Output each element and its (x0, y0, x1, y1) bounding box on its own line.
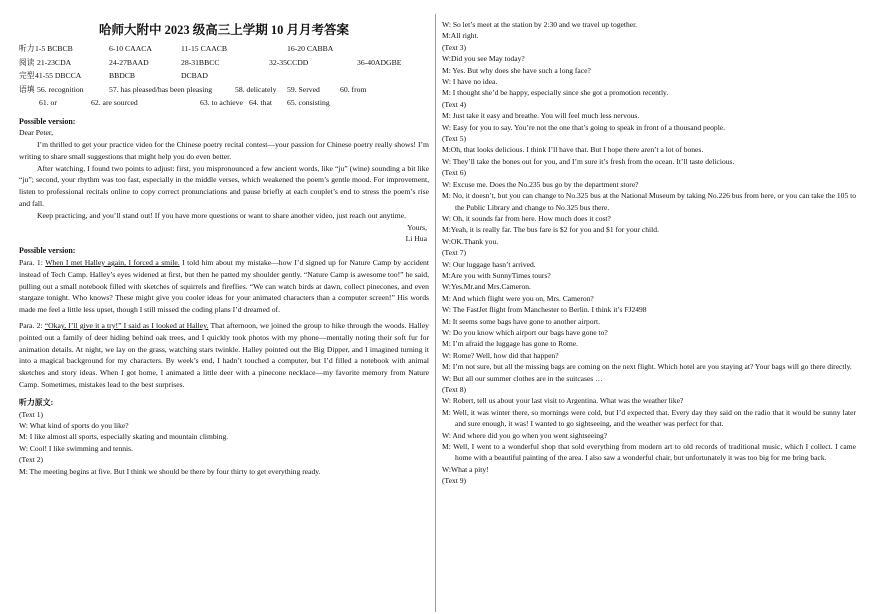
dialogue-line: W: Robert, tell us about your last visit to Argentina. What was the weather like? (442, 396, 684, 406)
dialogue-line: M:Yeah, it is really far. The bus fare is $2 for you and $1 for your child. (442, 225, 659, 235)
letter-signature: Li Hua (405, 234, 427, 244)
dialogue-line: M: Yes. But why does she have such a long face? (442, 65, 591, 75)
page-title: 哈师大附中 2023 级高三上学期 10 月月考答案 (98, 23, 349, 37)
text-number: (Text 3) (442, 42, 466, 52)
letter-salutation: Dear Peter, (19, 128, 54, 138)
grammar-59: 59. Served (287, 84, 320, 94)
dialogue-line: M: Well, I went to a wonderful shop that sold everything from modern art to old records of traditional music, which I collect. I came home with a beautiful painting of the area. I also saw a wonderful chair, but unfortunately it was too big for me bring back. (442, 442, 856, 463)
grammar-58: 58. delicately (235, 84, 277, 94)
dialogue-line: W: Do you know which airport our bags have gone to? (442, 327, 608, 337)
grammar-61: 61. or (39, 98, 57, 107)
dialogue-line: W: And where did you go when you went sightseeing? (442, 430, 608, 440)
dialogue-line: M: I’m not sure, but all the missing bags are coming on the next flight. Which hotel are you staying at? Your bags will go there directly. (442, 362, 852, 372)
given-first-sentence: When I met Halley again, I forced a smile. (45, 258, 180, 268)
dialogue-line: W:Did you see May today? (442, 54, 525, 64)
reading-32-35: 32-35CCDD (269, 57, 309, 67)
cloze-51-55: DCBAD (181, 71, 208, 80)
grammar-60: 60. from (340, 84, 367, 94)
answer-row-grammar-2 (19, 96, 429, 110)
grammar-65: 65. consisting (287, 98, 330, 107)
dialogue-line: W: Rome? Well, how did that happen? (442, 350, 559, 360)
letter-paragraph: After watching, I found two points to adjust: first, you mispronounced a few ancient words, like “ju” (wine) sounding a bit like “ju”; second, your rhythm was too fast, especially in the middle verses, which weakened the poem’s gentle mood. For improvement, listen to professional recitals online to copy correct pronunciations and pause briefly at each couplet’s end to stress the poem’s rise and fall. (19, 163, 429, 209)
right-column (442, 19, 856, 612)
grammar-64: 64. that (249, 98, 273, 107)
para-body: I told him about my mistake—how I’d signed up for Nature Camp by accident instead of Tech Camp. Halley’s eyes widened at first, but then he patted my shoulder gently. “Nature Camp is awesome too!” he said, pulling out a small notebook filled with sketches of squirrels and fireflies. “We can watch birds at dawn, collect pinecones, and even stargaze tonight. Who knows? These might give you cooler ideas for your animated characters than a computer screen!” His words made me feel a little less upset, though I still missed the coding plans I’d dreamed of. (19, 258, 429, 315)
dialogue-line: W: Our luggage hasn’t arrived. (442, 259, 536, 269)
listening-16-20: 16-20 CABBA (287, 44, 334, 53)
left-column (19, 22, 429, 612)
dialogue-line: W: What kind of sports do you like? (19, 421, 129, 431)
grammar-63: 63. to achieve (200, 98, 243, 107)
listening-label: 听力 (19, 44, 35, 53)
answer-row-grammar (19, 83, 429, 97)
letter-paragraph: Keep practicing, and you’ll stand out! If you have more questions or want to share another video, just reach out anytime. (37, 210, 406, 220)
dialogue-line: W: But all our summer clothes are in the suitcases … (442, 373, 603, 383)
column-divider (435, 14, 436, 612)
answer-row-listening (19, 42, 429, 56)
dialogue-line: W: The FastJet flight from Manchester to Berlin. I think it’s FJ2498 (442, 305, 647, 315)
grammar-62: 62. are sourced (91, 98, 138, 107)
grammar-56: 56. recognition (37, 84, 84, 94)
text-number: (Text 6) (442, 168, 466, 178)
cloze-41-45: 41-55 DBCCA (35, 71, 82, 80)
grammar-57: 57. has pleased/has been pleasing (109, 84, 213, 94)
para-label: Para. 1: (19, 258, 43, 268)
listening-6-10: 6-10 CAACA (109, 44, 152, 53)
story-paragraph-1 (19, 257, 429, 316)
grammar-label: 语填 (19, 84, 35, 94)
reading-28-31: 28-31BBCC (181, 57, 220, 67)
text-number: (Text 1) (19, 409, 43, 419)
reading-21-23: 21-23CDA (37, 57, 72, 67)
dialogue-line: M: Just take it easy and breathe. You will feel much less nervous. (442, 111, 640, 121)
dialogue-line: W:Yes.Mr.and Mrs.Cameron. (442, 282, 531, 292)
story-paragraph-2 (19, 320, 429, 391)
dialogue-line: W: They’ll take the bones out for you, and I’m sure it’s fresh from the ocean. It’ll taste delicious. (442, 156, 735, 166)
letter-closing: Yours, (407, 222, 427, 232)
dialogue-line: W: Excuse me. Does the No.235 bus go by the department store? (442, 179, 639, 189)
dialogue-line: W: Cool! I like swimming and tennis. (19, 443, 133, 453)
letter-paragraph: I’m thrilled to get your practice video for the Chinese poetry recital contest—your passion for Chinese poetry really shows! I’m writing to share small suggestions that might help you do even better. (19, 140, 429, 161)
para-label: Para. 2: (19, 321, 43, 331)
dialogue-line: W: I have no idea. (442, 77, 498, 87)
listening-1-5: 1-5 BCBCB (35, 44, 73, 53)
text-number: (Text 2) (19, 455, 43, 465)
dialogue-line: W:What a pity! (442, 464, 489, 474)
answer-row-cloze (19, 69, 429, 83)
transcript-left (19, 409, 429, 477)
reading-label: 阅读 (19, 57, 35, 67)
dialogue-line: W: Oh, it sounds far from here. How much does it cost? (442, 213, 611, 223)
transcript-right (442, 19, 856, 487)
dialogue-line: M: It seems some bags have gone to another airport. (442, 316, 601, 326)
dialogue-line: M: And which flight were you on, Mrs. Cameron? (442, 293, 594, 303)
dialogue-line: M:All right. (442, 31, 479, 41)
dialogue-line: M: No, it doesn’t, but you can change to No.325 bus at the National Museum by taking No.226 bus from here, or you can take the 105 to the Public Library and change to No.325 bus there. (442, 191, 856, 212)
text-number: (Text 7) (442, 248, 466, 258)
dialogue-line: W: Easy for you to say. You’re not the one that’s going to speak in front of a thousand people. (442, 122, 726, 132)
cloze-46-50: BBDCB (109, 71, 136, 80)
given-first-sentence: “Okay, I’ll give it a try!” I said as I looked at Halley. (44, 321, 209, 331)
dialogue-line: M: I like almost all sports, especially skating and mountain climbing. (19, 432, 229, 442)
dialogue-line: M: The meeting begins at five. But I think we should be there by four thirty to get everything ready. (19, 466, 321, 476)
letter-heading: Possible version: (19, 116, 76, 126)
dialogue-line: M: Well, it was winter there, so mornings were cold, but I’d expected that. Every day they said on the radio that it would be sunny later and sure enough, it was! I wanted to go sightseeing, and the weather was perfect for that. (442, 407, 856, 429)
dialogue-line: M: I thought she’d be happy, especially since she got a promotion recently. (442, 88, 669, 98)
listening-11-15: 11-15 CAACB (181, 44, 228, 53)
reading-24-27: 24-27BAAD (109, 57, 149, 67)
dialogue-line: M:Oh, that looks delicious. I think I’ll have that. But I hope there aren’t a lot of bones. (442, 145, 704, 155)
dialogue-line: W: So let’s meet at the station by 2:30 and we travel up together. (442, 20, 638, 29)
para-body: That afternoon, we joined the group to hike through the woods. Halley pointed out a family of deer hiding behind oak trees, and I quickly took photos with my phone—mentally noting their soft fur for animation details. At night, we lay on the grass, watching stars twinkle. Halley pointed out the Big Dipper, and I imagined turning it into a magical background for my characters. By week’s end, I hadn’t touched a computer, but I’d filled a notebook with animal sketches and story ideas. When I got home, I animated a little deer with a pinecone necklace—my favorite memory from Nature Camp. Sometimes, mistakes lead to the best surprises. (19, 321, 429, 390)
cloze-label: 完型 (19, 71, 35, 80)
dialogue-line: M:Are you with SunnyTimes tours? (442, 270, 551, 280)
text-number: (Text 5) (442, 134, 466, 144)
text-number: (Text 4) (442, 99, 466, 109)
transcript-heading: 听力原文: (19, 397, 54, 407)
answer-row-reading (19, 56, 429, 70)
text-number: (Text 9) (442, 476, 466, 486)
dialogue-line: W:OK.Thank you. (442, 236, 499, 246)
reading-36-40: 36-40ADGBE (357, 57, 402, 67)
dialogue-line: M: I’m afraid the luggage has gone to Rome. (442, 339, 579, 349)
story-heading: Possible version: (19, 246, 76, 256)
text-number: (Text 8) (442, 385, 466, 394)
